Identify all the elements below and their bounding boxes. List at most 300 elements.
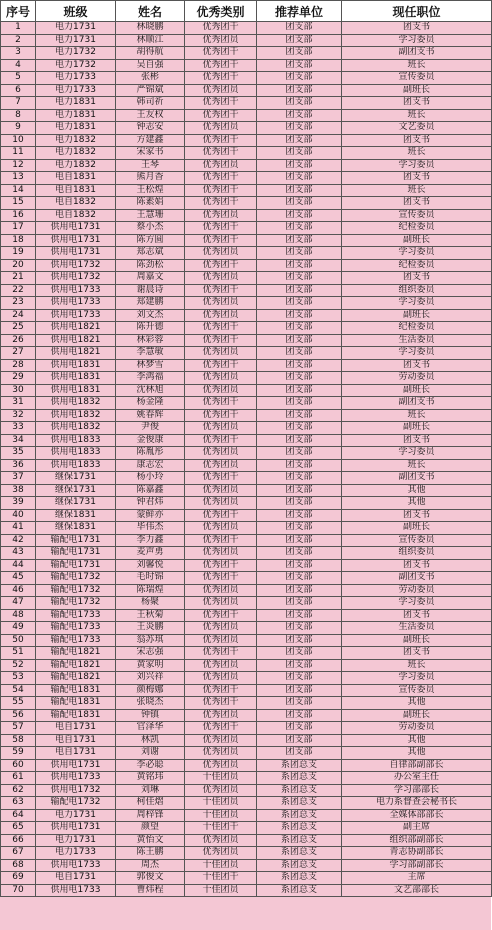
cell-category[interactable]: 优秀团员 bbox=[185, 672, 257, 685]
cell-unit[interactable]: 团支部 bbox=[257, 297, 342, 310]
cell-position[interactable]: 自律部副部长 bbox=[342, 759, 492, 772]
header-cell-name[interactable]: 姓名 bbox=[116, 1, 185, 22]
cell-unit[interactable]: 团支部 bbox=[257, 134, 342, 147]
cell-class[interactable]: 输配电1821 bbox=[36, 659, 116, 672]
cell-name[interactable]: 周杰 bbox=[116, 859, 185, 872]
cell-category[interactable]: 优秀团干 bbox=[185, 222, 257, 235]
cell-index[interactable]: 24 bbox=[1, 309, 36, 322]
cell-index[interactable]: 7 bbox=[1, 97, 36, 110]
cell-category[interactable]: 优秀团干 bbox=[185, 284, 257, 297]
cell-position[interactable]: 副班长 bbox=[342, 84, 492, 97]
cell-class[interactable]: 电力1731 bbox=[36, 834, 116, 847]
cell-unit[interactable]: 团支部 bbox=[257, 622, 342, 635]
cell-index[interactable]: 35 bbox=[1, 447, 36, 460]
cell-position[interactable]: 副主席 bbox=[342, 822, 492, 835]
cell-position[interactable]: 副团支书 bbox=[342, 397, 492, 410]
cell-position[interactable]: 纪检委员 bbox=[342, 259, 492, 272]
cell-index[interactable]: 31 bbox=[1, 397, 36, 410]
cell-name[interactable]: 王友权 bbox=[116, 109, 185, 122]
cell-unit[interactable]: 团支部 bbox=[257, 47, 342, 60]
cell-index[interactable]: 63 bbox=[1, 797, 36, 810]
cell-category[interactable]: 优秀团干 bbox=[185, 609, 257, 622]
cell-category[interactable]: 优秀团员 bbox=[185, 759, 257, 772]
cell-class[interactable]: 供用电1833 bbox=[36, 434, 116, 447]
cell-unit[interactable]: 团支部 bbox=[257, 472, 342, 485]
cell-position[interactable]: 文艺委员 bbox=[342, 122, 492, 135]
cell-name[interactable]: 李慧敏 bbox=[116, 347, 185, 360]
cell-class[interactable]: 电力1733 bbox=[36, 847, 116, 860]
cell-position[interactable]: 主席 bbox=[342, 872, 492, 885]
cell-category[interactable]: 优秀团员 bbox=[185, 209, 257, 222]
cell-category[interactable]: 优秀团干 bbox=[185, 197, 257, 210]
cell-unit[interactable]: 团支部 bbox=[257, 359, 342, 372]
cell-position[interactable]: 副班长 bbox=[342, 634, 492, 647]
cell-category[interactable]: 优秀团员 bbox=[185, 247, 257, 260]
cell-name[interactable]: 王慧珊 bbox=[116, 209, 185, 222]
cell-position[interactable]: 文艺部部长 bbox=[342, 884, 492, 897]
cell-index[interactable]: 15 bbox=[1, 197, 36, 210]
cell-index[interactable]: 5 bbox=[1, 72, 36, 85]
cell-index[interactable]: 21 bbox=[1, 272, 36, 285]
cell-class[interactable]: 电力1832 bbox=[36, 134, 116, 147]
cell-class[interactable]: 输配电1831 bbox=[36, 709, 116, 722]
cell-class[interactable]: 供用电1733 bbox=[36, 884, 116, 897]
cell-unit[interactable]: 团支部 bbox=[257, 347, 342, 360]
cell-position[interactable]: 劳动委员 bbox=[342, 722, 492, 735]
cell-position[interactable]: 班长 bbox=[342, 659, 492, 672]
cell-category[interactable]: 优秀团员 bbox=[185, 734, 257, 747]
cell-category[interactable]: 十佳团员 bbox=[185, 797, 257, 810]
cell-class[interactable]: 供用电1821 bbox=[36, 347, 116, 360]
cell-position[interactable]: 组织委员 bbox=[342, 284, 492, 297]
cell-name[interactable]: 方建鑫 bbox=[116, 134, 185, 147]
cell-class[interactable]: 供用电1733 bbox=[36, 309, 116, 322]
cell-index[interactable]: 70 bbox=[1, 884, 36, 897]
cell-unit[interactable]: 系团总支 bbox=[257, 759, 342, 772]
cell-category[interactable]: 优秀团员 bbox=[185, 309, 257, 322]
cell-class[interactable]: 继保1831 bbox=[36, 522, 116, 535]
cell-unit[interactable]: 团支部 bbox=[257, 534, 342, 547]
cell-unit[interactable]: 团支部 bbox=[257, 672, 342, 685]
cell-class[interactable]: 供用电1733 bbox=[36, 772, 116, 785]
cell-unit[interactable]: 团支部 bbox=[257, 522, 342, 535]
cell-name[interactable]: 颜梅娜 bbox=[116, 684, 185, 697]
cell-index[interactable]: 1 bbox=[1, 22, 36, 35]
cell-class[interactable]: 供用电1731 bbox=[36, 234, 116, 247]
cell-unit[interactable]: 团支部 bbox=[257, 197, 342, 210]
cell-class[interactable]: 输配电1731 bbox=[36, 547, 116, 560]
cell-position[interactable]: 宣传委员 bbox=[342, 72, 492, 85]
cell-unit[interactable]: 团支部 bbox=[257, 97, 342, 110]
cell-class[interactable]: 继保1731 bbox=[36, 472, 116, 485]
cell-unit[interactable]: 系团总支 bbox=[257, 809, 342, 822]
cell-index[interactable]: 25 bbox=[1, 322, 36, 335]
cell-position[interactable]: 组织委员 bbox=[342, 547, 492, 560]
cell-category[interactable]: 优秀团员 bbox=[185, 584, 257, 597]
cell-index[interactable]: 30 bbox=[1, 384, 36, 397]
cell-unit[interactable]: 系团总支 bbox=[257, 772, 342, 785]
cell-unit[interactable]: 团支部 bbox=[257, 609, 342, 622]
cell-position[interactable]: 团支书 bbox=[342, 22, 492, 35]
cell-name[interactable]: 陈劲松 bbox=[116, 259, 185, 272]
cell-index[interactable]: 45 bbox=[1, 572, 36, 585]
cell-name[interactable]: 宋志强 bbox=[116, 647, 185, 660]
cell-unit[interactable]: 系团总支 bbox=[257, 822, 342, 835]
cell-class[interactable]: 供用电1733 bbox=[36, 859, 116, 872]
cell-unit[interactable]: 团支部 bbox=[257, 322, 342, 335]
cell-name[interactable]: 陈素娟 bbox=[116, 197, 185, 210]
cell-position[interactable]: 班长 bbox=[342, 147, 492, 160]
cell-category[interactable]: 十佳团员 bbox=[185, 809, 257, 822]
cell-position[interactable]: 其他 bbox=[342, 747, 492, 760]
cell-category[interactable]: 优秀团干 bbox=[185, 572, 257, 585]
cell-class[interactable]: 供用电1833 bbox=[36, 459, 116, 472]
cell-unit[interactable]: 团支部 bbox=[257, 59, 342, 72]
cell-name[interactable]: 蒙鲜亦 bbox=[116, 509, 185, 522]
cell-name[interactable]: 郑建鹏 bbox=[116, 297, 185, 310]
cell-unit[interactable]: 团支部 bbox=[257, 309, 342, 322]
cell-name[interactable]: 杨小玲 bbox=[116, 472, 185, 485]
cell-name[interactable]: 张彬 bbox=[116, 72, 185, 85]
cell-position[interactable]: 生活委员 bbox=[342, 334, 492, 347]
cell-unit[interactable]: 团支部 bbox=[257, 272, 342, 285]
cell-position[interactable]: 学习委员 bbox=[342, 247, 492, 260]
cell-unit[interactable]: 团支部 bbox=[257, 709, 342, 722]
cell-unit[interactable]: 系团总支 bbox=[257, 784, 342, 797]
cell-category[interactable]: 优秀团员 bbox=[185, 634, 257, 647]
cell-category[interactable]: 优秀团员 bbox=[185, 547, 257, 560]
cell-name[interactable]: 林梦雪 bbox=[116, 359, 185, 372]
cell-index[interactable]: 62 bbox=[1, 784, 36, 797]
cell-position[interactable]: 组织部副部长 bbox=[342, 834, 492, 847]
cell-category[interactable]: 优秀团干 bbox=[185, 72, 257, 85]
cell-index[interactable]: 39 bbox=[1, 497, 36, 510]
cell-position[interactable]: 纪检委员 bbox=[342, 322, 492, 335]
cell-name[interactable]: 周嘉文 bbox=[116, 272, 185, 285]
cell-category[interactable]: 十佳团干 bbox=[185, 822, 257, 835]
cell-position[interactable]: 团支书 bbox=[342, 359, 492, 372]
cell-position[interactable]: 生活委员 bbox=[342, 622, 492, 635]
cell-class[interactable]: 供用电1833 bbox=[36, 447, 116, 460]
cell-category[interactable]: 优秀团干 bbox=[185, 397, 257, 410]
cell-category[interactable]: 优秀团员 bbox=[185, 834, 257, 847]
cell-position[interactable]: 宣传委员 bbox=[342, 209, 492, 222]
cell-category[interactable]: 十佳团员 bbox=[185, 884, 257, 897]
cell-position[interactable]: 团支书 bbox=[342, 197, 492, 210]
cell-class[interactable]: 电自1831 bbox=[36, 172, 116, 185]
cell-position[interactable]: 班长 bbox=[342, 109, 492, 122]
header-cell-category[interactable]: 优秀类别 bbox=[185, 1, 257, 22]
cell-name[interactable]: 翁苏琪 bbox=[116, 634, 185, 647]
cell-class[interactable]: 继保1831 bbox=[36, 509, 116, 522]
cell-index[interactable]: 69 bbox=[1, 872, 36, 885]
cell-position[interactable]: 团支书 bbox=[342, 97, 492, 110]
cell-position[interactable]: 其他 bbox=[342, 497, 492, 510]
cell-unit[interactable]: 团支部 bbox=[257, 234, 342, 247]
cell-category[interactable]: 优秀团干 bbox=[185, 109, 257, 122]
cell-class[interactable]: 输配电1732 bbox=[36, 597, 116, 610]
cell-name[interactable]: 曹炜程 bbox=[116, 884, 185, 897]
cell-index[interactable]: 47 bbox=[1, 597, 36, 610]
cell-unit[interactable]: 团支部 bbox=[257, 734, 342, 747]
cell-index[interactable]: 26 bbox=[1, 334, 36, 347]
cell-position[interactable]: 团支书 bbox=[342, 134, 492, 147]
cell-unit[interactable]: 团支部 bbox=[257, 747, 342, 760]
cell-index[interactable]: 50 bbox=[1, 634, 36, 647]
cell-index[interactable]: 58 bbox=[1, 734, 36, 747]
cell-unit[interactable]: 团支部 bbox=[257, 634, 342, 647]
cell-class[interactable]: 电力1733 bbox=[36, 72, 116, 85]
cell-position[interactable]: 宣传委员 bbox=[342, 684, 492, 697]
cell-category[interactable]: 优秀团员 bbox=[185, 484, 257, 497]
cell-index[interactable]: 42 bbox=[1, 534, 36, 547]
cell-index[interactable]: 19 bbox=[1, 247, 36, 260]
cell-position[interactable]: 副团支书 bbox=[342, 47, 492, 60]
cell-name[interactable]: 刘馨悦 bbox=[116, 559, 185, 572]
cell-unit[interactable]: 团支部 bbox=[257, 109, 342, 122]
cell-class[interactable]: 电力1731 bbox=[36, 22, 116, 35]
cell-class[interactable]: 输配电1732 bbox=[36, 584, 116, 597]
cell-class[interactable]: 输配电1733 bbox=[36, 634, 116, 647]
cell-index[interactable]: 32 bbox=[1, 409, 36, 422]
cell-name[interactable]: 严锦斌 bbox=[116, 84, 185, 97]
cell-class[interactable]: 供用电1832 bbox=[36, 422, 116, 435]
cell-index[interactable]: 18 bbox=[1, 234, 36, 247]
cell-index[interactable]: 41 bbox=[1, 522, 36, 535]
cell-category[interactable]: 优秀团干 bbox=[185, 22, 257, 35]
cell-index[interactable]: 20 bbox=[1, 259, 36, 272]
cell-category[interactable]: 优秀团员 bbox=[185, 747, 257, 760]
cell-name[interactable]: 柯佳熠 bbox=[116, 797, 185, 810]
cell-class[interactable]: 供用电1731 bbox=[36, 759, 116, 772]
cell-position[interactable]: 学习委员 bbox=[342, 159, 492, 172]
cell-category[interactable]: 优秀团员 bbox=[185, 659, 257, 672]
cell-unit[interactable]: 团支部 bbox=[257, 159, 342, 172]
cell-name[interactable]: 刘兴祥 bbox=[116, 672, 185, 685]
cell-class[interactable]: 电自1731 bbox=[36, 734, 116, 747]
cell-class[interactable]: 电力1832 bbox=[36, 159, 116, 172]
cell-index[interactable]: 28 bbox=[1, 359, 36, 372]
cell-position[interactable]: 全媒体部部长 bbox=[342, 809, 492, 822]
cell-unit[interactable]: 团支部 bbox=[257, 209, 342, 222]
cell-category[interactable]: 优秀团员 bbox=[185, 372, 257, 385]
cell-index[interactable]: 12 bbox=[1, 159, 36, 172]
cell-index[interactable]: 61 bbox=[1, 772, 36, 785]
cell-class[interactable]: 电自1832 bbox=[36, 197, 116, 210]
cell-unit[interactable]: 团支部 bbox=[257, 597, 342, 610]
cell-position[interactable]: 副团支书 bbox=[342, 472, 492, 485]
cell-index[interactable]: 51 bbox=[1, 647, 36, 660]
cell-unit[interactable]: 团支部 bbox=[257, 222, 342, 235]
cell-category[interactable]: 优秀团干 bbox=[185, 47, 257, 60]
cell-name[interactable]: 钟君炜 bbox=[116, 497, 185, 510]
cell-name[interactable]: 陈王鹏 bbox=[116, 847, 185, 860]
cell-position[interactable]: 团支书 bbox=[342, 609, 492, 622]
cell-category[interactable]: 优秀团干 bbox=[185, 409, 257, 422]
cell-class[interactable]: 供用电1731 bbox=[36, 222, 116, 235]
cell-index[interactable]: 60 bbox=[1, 759, 36, 772]
cell-class[interactable]: 电力1732 bbox=[36, 47, 116, 60]
cell-category[interactable]: 优秀团干 bbox=[185, 534, 257, 547]
cell-unit[interactable]: 团支部 bbox=[257, 722, 342, 735]
cell-class[interactable]: 电力1831 bbox=[36, 109, 116, 122]
cell-index[interactable]: 56 bbox=[1, 709, 36, 722]
cell-unit[interactable]: 团支部 bbox=[257, 334, 342, 347]
cell-class[interactable]: 电力1831 bbox=[36, 97, 116, 110]
cell-position[interactable]: 副团支书 bbox=[342, 572, 492, 585]
cell-index[interactable]: 64 bbox=[1, 809, 36, 822]
cell-position[interactable]: 副班长 bbox=[342, 709, 492, 722]
cell-class[interactable]: 供用电1732 bbox=[36, 259, 116, 272]
cell-category[interactable]: 优秀团员 bbox=[185, 447, 257, 460]
cell-index[interactable]: 55 bbox=[1, 697, 36, 710]
cell-position[interactable]: 办公室主任 bbox=[342, 772, 492, 785]
cell-position[interactable]: 其他 bbox=[342, 484, 492, 497]
cell-class[interactable]: 供用电1831 bbox=[36, 372, 116, 385]
cell-name[interactable]: 林顺江 bbox=[116, 34, 185, 47]
cell-index[interactable]: 10 bbox=[1, 134, 36, 147]
cell-name[interactable]: 谢晨诗 bbox=[116, 284, 185, 297]
cell-position[interactable]: 学习委员 bbox=[342, 672, 492, 685]
cell-position[interactable]: 学习委员 bbox=[342, 297, 492, 310]
cell-category[interactable]: 优秀团员 bbox=[185, 784, 257, 797]
cell-category[interactable]: 优秀团干 bbox=[185, 509, 257, 522]
cell-unit[interactable]: 团支部 bbox=[257, 384, 342, 397]
cell-position[interactable]: 副班长 bbox=[342, 384, 492, 397]
cell-position[interactable]: 电力系督查会秘书长 bbox=[342, 797, 492, 810]
cell-position[interactable]: 副班长 bbox=[342, 234, 492, 247]
cell-class[interactable]: 输配电1733 bbox=[36, 622, 116, 635]
cell-index[interactable]: 48 bbox=[1, 609, 36, 622]
cell-name[interactable]: 熊月香 bbox=[116, 172, 185, 185]
cell-class[interactable]: 继保1731 bbox=[36, 497, 116, 510]
cell-index[interactable]: 22 bbox=[1, 284, 36, 297]
cell-name[interactable]: 王炎鹏 bbox=[116, 622, 185, 635]
cell-index[interactable]: 67 bbox=[1, 847, 36, 860]
cell-index[interactable]: 33 bbox=[1, 422, 36, 435]
cell-name[interactable]: 刘谢 bbox=[116, 747, 185, 760]
cell-class[interactable]: 输配电1731 bbox=[36, 559, 116, 572]
cell-position[interactable]: 纪检委员 bbox=[342, 222, 492, 235]
cell-index[interactable]: 8 bbox=[1, 109, 36, 122]
cell-category[interactable]: 优秀团干 bbox=[185, 147, 257, 160]
cell-index[interactable]: 2 bbox=[1, 34, 36, 47]
cell-name[interactable]: 刘文杰 bbox=[116, 309, 185, 322]
cell-unit[interactable]: 团支部 bbox=[257, 22, 342, 35]
cell-position[interactable]: 团支书 bbox=[342, 647, 492, 660]
cell-name[interactable]: 黄怡文 bbox=[116, 834, 185, 847]
cell-category[interactable]: 优秀团干 bbox=[185, 472, 257, 485]
cell-name[interactable]: 李力鑫 bbox=[116, 534, 185, 547]
cell-index[interactable]: 9 bbox=[1, 122, 36, 135]
cell-category[interactable]: 优秀团干 bbox=[185, 259, 257, 272]
cell-unit[interactable]: 团支部 bbox=[257, 697, 342, 710]
cell-class[interactable]: 继保1731 bbox=[36, 484, 116, 497]
cell-name[interactable]: 杨聚 bbox=[116, 597, 185, 610]
cell-category[interactable]: 优秀团干 bbox=[185, 184, 257, 197]
cell-class[interactable]: 供用电1832 bbox=[36, 397, 116, 410]
cell-unit[interactable]: 系团总支 bbox=[257, 834, 342, 847]
cell-category[interactable]: 优秀团干 bbox=[185, 359, 257, 372]
cell-index[interactable]: 36 bbox=[1, 459, 36, 472]
cell-index[interactable]: 40 bbox=[1, 509, 36, 522]
cell-category[interactable]: 优秀团员 bbox=[185, 272, 257, 285]
cell-index[interactable]: 38 bbox=[1, 484, 36, 497]
cell-class[interactable]: 输配电1831 bbox=[36, 697, 116, 710]
cell-position[interactable]: 班长 bbox=[342, 459, 492, 472]
cell-unit[interactable]: 系团总支 bbox=[257, 872, 342, 885]
cell-unit[interactable]: 系团总支 bbox=[257, 859, 342, 872]
cell-category[interactable]: 优秀团干 bbox=[185, 234, 257, 247]
cell-class[interactable]: 供用电1831 bbox=[36, 359, 116, 372]
cell-name[interactable]: 毛时锦 bbox=[116, 572, 185, 585]
cell-name[interactable]: 沈林旭 bbox=[116, 384, 185, 397]
header-cell-unit[interactable]: 推荐单位 bbox=[257, 1, 342, 22]
cell-name[interactable]: 林凯 bbox=[116, 734, 185, 747]
cell-category[interactable]: 优秀团员 bbox=[185, 709, 257, 722]
cell-index[interactable]: 65 bbox=[1, 822, 36, 835]
cell-index[interactable]: 54 bbox=[1, 684, 36, 697]
cell-class[interactable]: 电自1831 bbox=[36, 184, 116, 197]
cell-class[interactable]: 输配电1732 bbox=[36, 797, 116, 810]
cell-name[interactable]: 周梓锋 bbox=[116, 809, 185, 822]
cell-position[interactable]: 团支书 bbox=[342, 559, 492, 572]
cell-category[interactable]: 优秀团干 bbox=[185, 97, 257, 110]
cell-unit[interactable]: 团支部 bbox=[257, 559, 342, 572]
cell-index[interactable]: 29 bbox=[1, 372, 36, 385]
cell-index[interactable]: 34 bbox=[1, 434, 36, 447]
cell-class[interactable]: 供用电1821 bbox=[36, 322, 116, 335]
cell-category[interactable]: 优秀团干 bbox=[185, 559, 257, 572]
cell-name[interactable]: 张晓杰 bbox=[116, 697, 185, 710]
cell-unit[interactable]: 团支部 bbox=[257, 659, 342, 672]
cell-unit[interactable]: 团支部 bbox=[257, 647, 342, 660]
cell-name[interactable]: 官泽华 bbox=[116, 722, 185, 735]
cell-position[interactable]: 团支书 bbox=[342, 272, 492, 285]
cell-class[interactable]: 供用电1733 bbox=[36, 297, 116, 310]
cell-index[interactable]: 13 bbox=[1, 172, 36, 185]
cell-category[interactable]: 优秀团干 bbox=[185, 722, 257, 735]
cell-unit[interactable]: 系团总支 bbox=[257, 847, 342, 860]
cell-class[interactable]: 供用电1732 bbox=[36, 272, 116, 285]
cell-unit[interactable]: 团支部 bbox=[257, 247, 342, 260]
cell-category[interactable]: 优秀团员 bbox=[185, 159, 257, 172]
cell-index[interactable]: 23 bbox=[1, 297, 36, 310]
cell-index[interactable]: 37 bbox=[1, 472, 36, 485]
cell-class[interactable]: 供用电1731 bbox=[36, 822, 116, 835]
cell-class[interactable]: 输配电1732 bbox=[36, 572, 116, 585]
cell-unit[interactable]: 团支部 bbox=[257, 147, 342, 160]
cell-category[interactable]: 优秀团员 bbox=[185, 422, 257, 435]
cell-position[interactable]: 学习委员 bbox=[342, 34, 492, 47]
cell-category[interactable]: 优秀团干 bbox=[185, 647, 257, 660]
cell-category[interactable]: 优秀团员 bbox=[185, 597, 257, 610]
cell-index[interactable]: 16 bbox=[1, 209, 36, 222]
cell-position[interactable]: 班长 bbox=[342, 184, 492, 197]
cell-name[interactable]: 吴自强 bbox=[116, 59, 185, 72]
cell-position[interactable]: 青志协副部长 bbox=[342, 847, 492, 860]
cell-class[interactable]: 供用电1733 bbox=[36, 284, 116, 297]
cell-unit[interactable]: 团支部 bbox=[257, 122, 342, 135]
cell-class[interactable]: 供用电1821 bbox=[36, 334, 116, 347]
cell-category[interactable]: 优秀团员 bbox=[185, 297, 257, 310]
cell-name[interactable]: 蔡小杰 bbox=[116, 222, 185, 235]
cell-category[interactable]: 优秀团干 bbox=[185, 334, 257, 347]
cell-category[interactable]: 优秀团员 bbox=[185, 347, 257, 360]
cell-class[interactable]: 输配电1731 bbox=[36, 534, 116, 547]
cell-category[interactable]: 优秀团员 bbox=[185, 122, 257, 135]
cell-category[interactable]: 优秀团干 bbox=[185, 59, 257, 72]
